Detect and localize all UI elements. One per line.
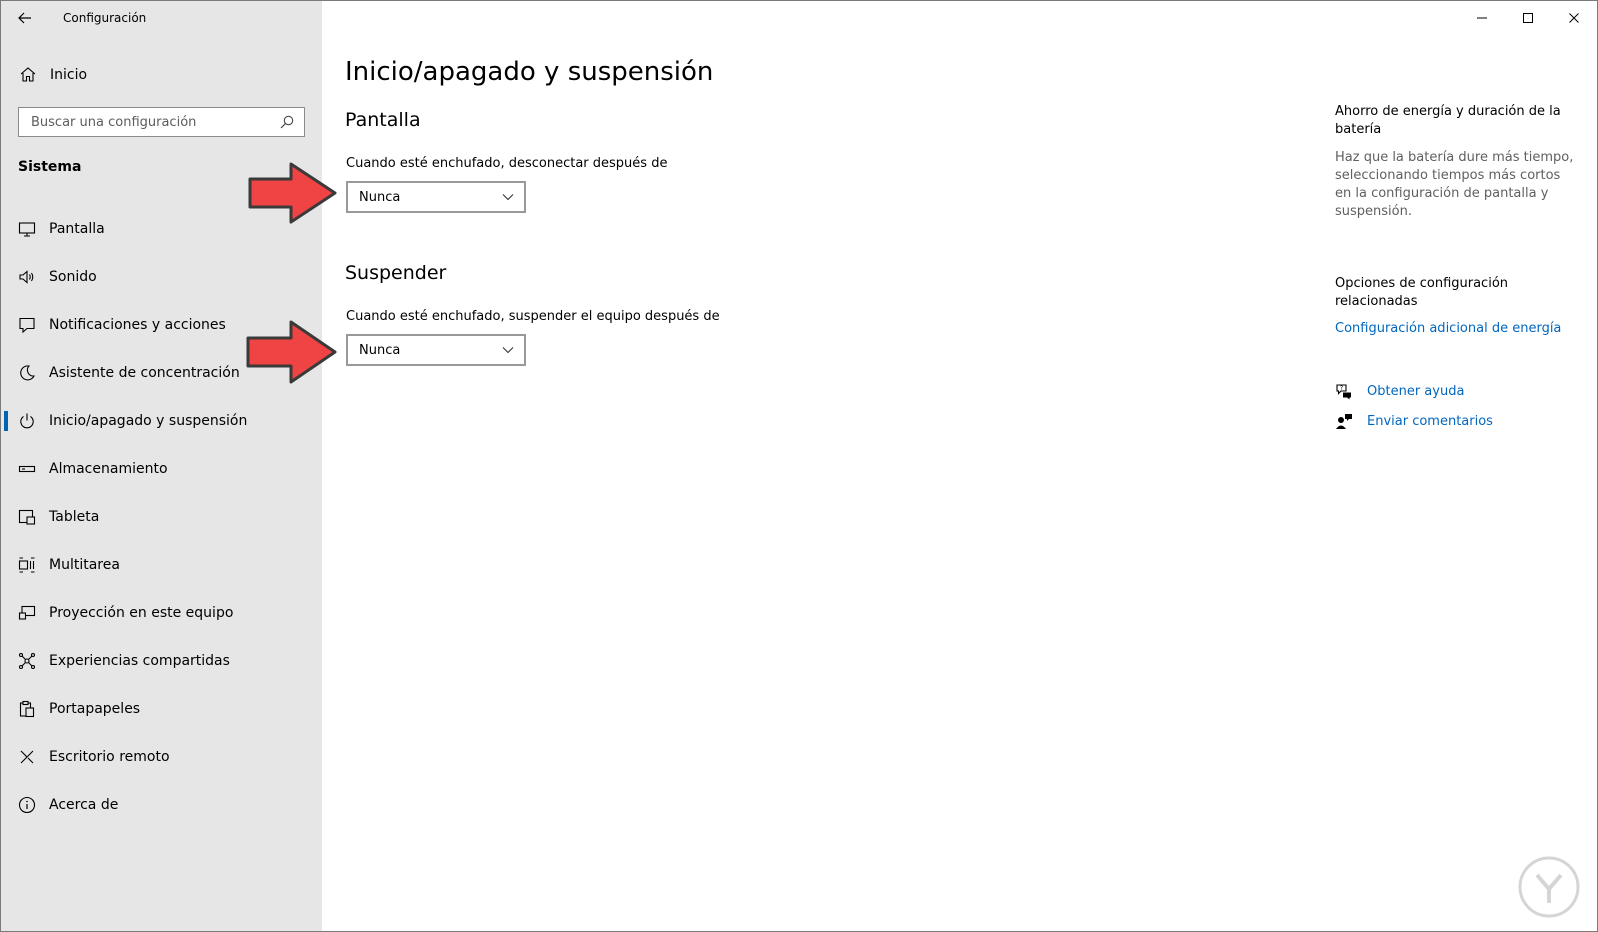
search-input[interactable] xyxy=(29,114,269,131)
sidebar-item-label: Pantalla xyxy=(49,221,105,237)
sidebar-item-label: Asistente de concentración xyxy=(49,365,240,381)
send-feedback-link[interactable]: Enviar comentarios xyxy=(1367,413,1493,429)
sidebar-item-almacenamiento[interactable] xyxy=(1,445,322,493)
info-icon xyxy=(18,796,36,814)
sidebar-item-proyeccion[interactable] xyxy=(1,589,322,637)
feedback-icon xyxy=(1335,412,1353,430)
sidebar-item-inicio-apagado[interactable] xyxy=(1,397,322,445)
help-links xyxy=(1335,376,1575,436)
related-settings-panel xyxy=(1335,103,1575,436)
home-icon xyxy=(19,66,37,84)
close-icon xyxy=(1568,12,1580,24)
get-help-row[interactable] xyxy=(1335,376,1575,406)
multitask-icon xyxy=(18,556,36,574)
sidebar-item-label: Multitarea xyxy=(49,557,120,573)
sidebar-item-label: Portapapeles xyxy=(49,701,141,717)
maximize-icon xyxy=(1522,12,1534,24)
related-settings-title: Opciones de configuración relacionadas xyxy=(1335,276,1509,309)
battery-saver-title: Ahorro de energía y duración de la batería xyxy=(1335,104,1561,137)
svg-text:?: ? xyxy=(1339,385,1344,392)
projection-icon xyxy=(18,604,36,622)
app-title: Configuración xyxy=(63,11,147,25)
search-box[interactable] xyxy=(18,107,305,137)
sidebar-item-label: Acerca de xyxy=(49,797,119,813)
sleep-timeout-label: Cuando esté enchufado, suspender el equipo después de xyxy=(346,309,720,324)
back-arrow-icon xyxy=(18,12,32,24)
sidebar-nav xyxy=(1,205,322,829)
screen-section-heading: Pantalla xyxy=(345,109,421,131)
battery-saver-text: Haz que la batería dure más tiempo, seleccionando tiempos más cortos en la configuración de pantalla y suspensión. xyxy=(1335,150,1574,219)
sidebar-item-portapapeles[interactable] xyxy=(1,685,322,733)
sidebar-item-label: Inicio/apagado y suspensión xyxy=(49,413,248,429)
page-title: Inicio/apagado y suspensión xyxy=(345,57,714,87)
maximize-button[interactable] xyxy=(1505,1,1551,35)
sidebar-item-label: Experiencias compartidas xyxy=(49,653,230,669)
back-button[interactable] xyxy=(1,1,49,35)
moon-icon xyxy=(18,364,36,382)
close-button[interactable] xyxy=(1551,1,1597,35)
sidebar-item-label: Almacenamiento xyxy=(49,461,168,477)
tablet-icon xyxy=(18,508,36,526)
minimize-button[interactable] xyxy=(1459,1,1505,35)
monitor-icon xyxy=(18,220,36,238)
get-help-link[interactable]: Obtener ayuda xyxy=(1367,383,1465,399)
clipboard-icon xyxy=(18,700,36,718)
remote-desktop-icon xyxy=(18,748,36,766)
window-controls xyxy=(1459,1,1597,35)
speaker-icon xyxy=(18,268,36,286)
annotation-arrow-sleep xyxy=(245,319,339,385)
sleep-timeout-dropdown[interactable] xyxy=(346,334,526,366)
sidebar-item-label: Notificaciones y acciones xyxy=(49,317,226,333)
home-nav-item[interactable] xyxy=(1,59,322,91)
sidebar-item-experiencias[interactable] xyxy=(1,637,322,685)
notification-icon xyxy=(18,316,36,334)
shared-icon xyxy=(18,652,36,670)
title-bar xyxy=(1,1,322,35)
sidebar-item-tableta[interactable] xyxy=(1,493,322,541)
sidebar-item-sonido[interactable] xyxy=(1,253,322,301)
screen-timeout-value: Nunca xyxy=(359,189,401,205)
search-icon[interactable] xyxy=(280,115,294,129)
minimize-icon xyxy=(1476,12,1488,24)
chevron-down-icon xyxy=(502,192,514,202)
watermark-logo xyxy=(1517,855,1581,919)
power-icon xyxy=(18,412,36,430)
chevron-down-icon xyxy=(502,345,514,355)
sidebar xyxy=(1,1,322,931)
additional-power-settings-link[interactable]: Configuración adicional de energía xyxy=(1335,321,1562,336)
storage-icon xyxy=(18,460,36,478)
screen-timeout-dropdown[interactable] xyxy=(346,181,526,213)
help-chat-icon xyxy=(1335,382,1353,400)
sidebar-item-escritorio-remoto[interactable] xyxy=(1,733,322,781)
home-label: Inicio xyxy=(50,67,88,83)
sidebar-item-acerca-de[interactable] xyxy=(1,781,322,829)
sleep-section-heading: Suspender xyxy=(345,262,447,284)
sidebar-item-label: Sonido xyxy=(49,269,97,285)
sidebar-item-label: Tableta xyxy=(49,509,100,525)
sidebar-item-multitarea[interactable] xyxy=(1,541,322,589)
sidebar-item-label: Proyección en este equipo xyxy=(49,605,234,621)
screen-timeout-label: Cuando esté enchufado, desconectar después de xyxy=(346,156,668,171)
send-feedback-row[interactable] xyxy=(1335,406,1575,436)
sidebar-item-label: Escritorio remoto xyxy=(49,749,170,765)
sleep-timeout-value: Nunca xyxy=(359,342,401,358)
section-label: Sistema xyxy=(18,159,82,175)
annotation-arrow-screen xyxy=(247,161,339,225)
